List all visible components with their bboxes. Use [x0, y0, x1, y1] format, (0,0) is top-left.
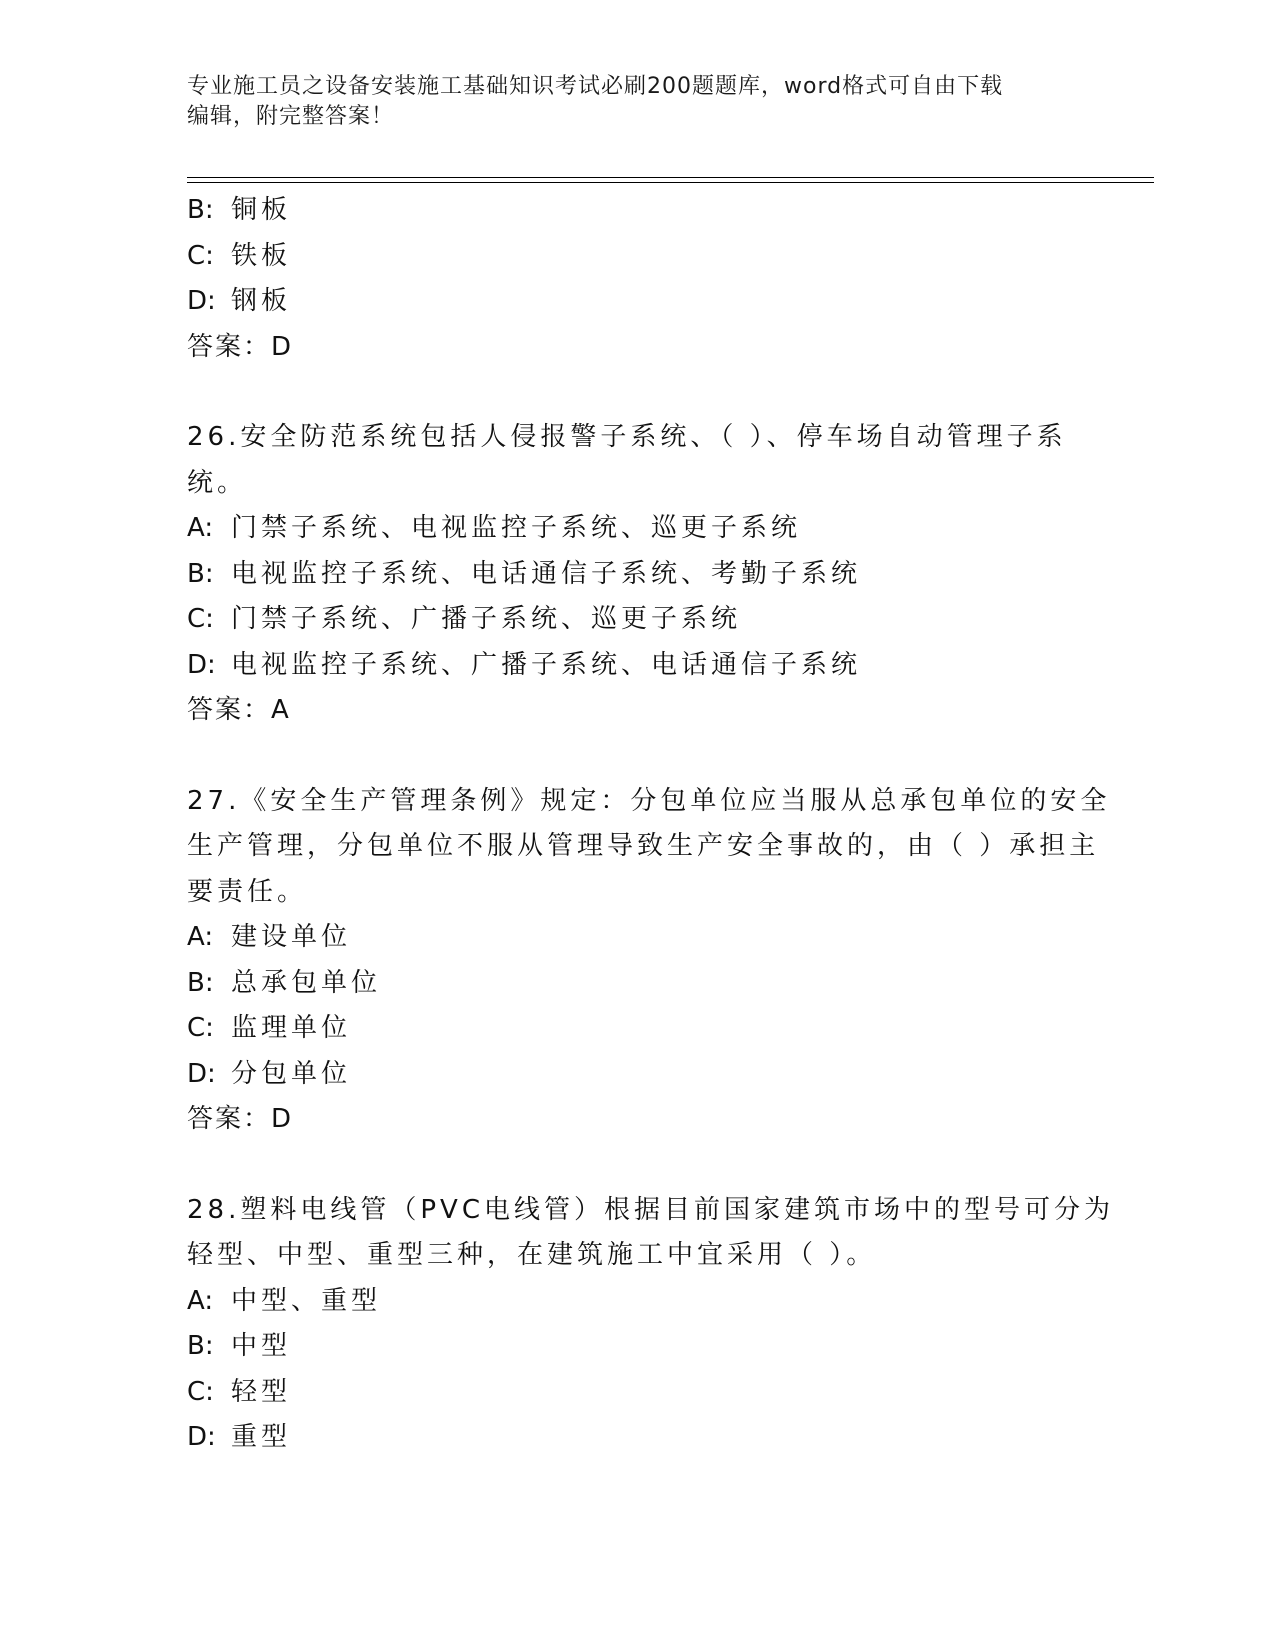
document-header: [187, 72, 1087, 132]
header-line-2: 编辑，附完整答案！: [187, 104, 395, 129]
option-c: C: 轻型: [187, 1376, 292, 1407]
question-stem: 27.《安全生产管理条例》规定：分包单位应当服从总承包单位的安全: [187, 785, 1111, 816]
answer: 答案：D: [187, 331, 294, 362]
option-c: C: 铁板: [187, 240, 292, 271]
header-line-1: 专业施工员之设备安装施工基础知识考试必刷200题题库，word格式可自由下载: [187, 74, 1004, 99]
option-d: D: 电视监控子系统、广播子系统、电话通信子系统: [187, 649, 862, 680]
question-stem: 轻型、中型、重型三种，在建筑施工中宜采用（ ）。: [187, 1240, 877, 1270]
option-b: B: 电视监控子系统、电话通信子系统、考勤子系统: [187, 558, 862, 589]
question-stem: 生产管理，分包单位不服从管理导致生产安全事故的，由（ ）承担主: [187, 831, 1100, 861]
question-25-tail: [187, 188, 1087, 370]
question-stem: 统。: [187, 467, 248, 498]
option-d: D: 分包单位: [187, 1058, 352, 1089]
header-divider: [187, 177, 1154, 183]
answer: 答案：A: [187, 695, 291, 725]
question-26: [187, 415, 1087, 734]
option-a: A: 门禁子系统、电视监控子系统、巡更子系统: [187, 513, 802, 543]
option-d: D: 钢板: [187, 286, 292, 316]
option-c: C: 门禁子系统、广播子系统、巡更子系统: [187, 604, 742, 634]
option-c: C: 监理单位: [187, 1013, 352, 1043]
option-b: B: 总承包单位: [187, 967, 382, 998]
question-list: [187, 188, 1114, 1461]
option-a: A: 建设单位: [187, 922, 352, 952]
question-stem: 26.安全防范系统包括人侵报警子系统、（ ）、停车场自动管理子系: [187, 422, 1067, 452]
option-b: B: 中型: [187, 1331, 292, 1361]
option-a: A: 中型、重型: [187, 1285, 382, 1316]
answer: 答案：D: [187, 1104, 294, 1134]
question-27: [187, 779, 1111, 1143]
question-stem: 要责任。: [187, 876, 308, 907]
question-28: [187, 1188, 1114, 1461]
option-d: D: 重型: [187, 1422, 292, 1452]
question-stem: 28.塑料电线管（PVC电线管）根据目前国家建筑市场中的型号可分为: [187, 1194, 1114, 1225]
option-b: B: 铜板: [187, 195, 292, 225]
